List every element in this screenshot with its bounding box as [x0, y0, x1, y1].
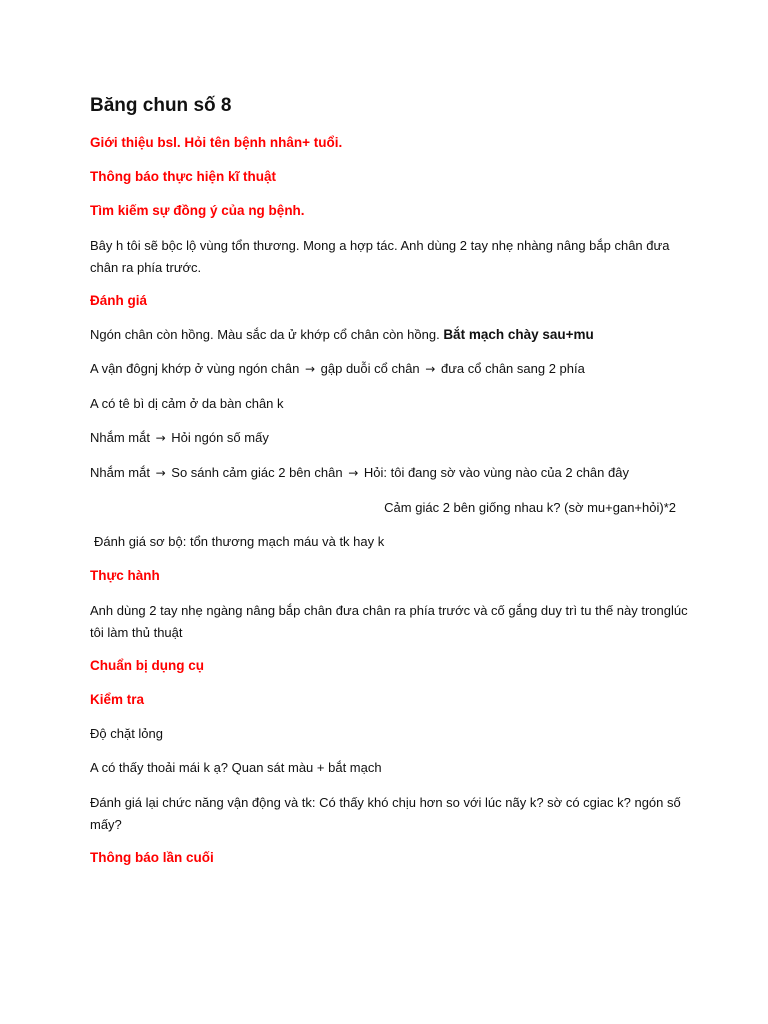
arrow-right-icon: → — [348, 466, 359, 480]
paragraph-numbness: A có tê bì dị cảm ở da bàn chân k — [90, 396, 284, 411]
heading-final: Thông báo lần cuối — [90, 850, 214, 865]
pulse-check-text: Bắt mạch chày sau+mu — [443, 327, 594, 342]
paragraph-toes — [90, 325, 690, 344]
paragraph-practice: Anh dùng 2 tay nhẹ ngàng nâng bắp chân đưa chân ra phía trước và cố gắng duy trì tu thế này tronglúc tôi làm thủ thuật — [90, 603, 688, 640]
ask-toe-number-text: Hỏi ngón số mấy — [171, 430, 269, 445]
paragraph-reassess: Đánh giá lại chức năng vận động và tk: Có thấy khó chịu hơn so với lúc nãy k? sờ có cgiac k? ngón số mấy? — [90, 795, 681, 832]
heading-check: Kiểm tra — [90, 692, 145, 707]
document-title: Băng chun số 8 — [90, 95, 232, 116]
arrow-right-icon: → — [155, 466, 166, 480]
heading-prepare: Chuẩn bị dụng cụ — [90, 658, 204, 673]
paragraph-tightness: Độ chặt lỏng — [90, 726, 163, 741]
paragraph-expose: Bây h tôi sẽ bộc lộ vùng tổn thương. Mong a hợp tác. Anh dùng 2 tay nhẹ nhàng nâng bắp chân đưa chân ra phía trước. — [90, 238, 670, 275]
close-eyes-text: Nhắm mắt — [90, 430, 150, 445]
paragraph-comfort: A có thấy thoải mái k ạ? Quan sát màu + bắt mạch — [90, 760, 382, 775]
paragraph-preliminary: Đánh giá sơ bộ: tổn thương mạch máu và tk hay k — [94, 534, 385, 549]
paragraph-close-eyes-2 — [90, 463, 690, 483]
arrow-right-icon: → — [155, 431, 166, 445]
compare-sensation-text: So sánh cảm giác 2 bên chân — [171, 465, 343, 480]
ask-area-text: Hỏi: tôi đang sờ vào vùng nào của 2 chân đây — [363, 465, 629, 480]
heading-practice: Thực hành — [90, 568, 160, 583]
paragraph-close-eyes-1 — [90, 428, 690, 448]
close-eyes-text: Nhắm mắt — [90, 465, 150, 480]
arrow-right-icon: → — [304, 362, 316, 376]
heading-assess: Đánh giá — [90, 293, 148, 308]
toes-text: Ngón chân còn hồng. Màu sắc da ử khớp cổ chân còn hồng. — [90, 327, 440, 342]
paragraph-movement — [90, 359, 690, 379]
movement-step-3: đưa cổ chân sang 2 phía — [440, 361, 585, 376]
paragraph-same-sensation: Cảm giác 2 bên giống nhau k? (sờ mu+gan+hỏi)*2 — [384, 500, 676, 515]
movement-step-1: A vận đôgnj khớp ở vùng ngón chân — [90, 361, 300, 376]
arrow-right-icon: → — [425, 362, 436, 376]
heading-notify: Thông báo thực hiện kĩ thuật — [90, 169, 277, 184]
heading-consent: Tìm kiếm sự đồng ý của ng bệnh. — [90, 203, 305, 218]
heading-intro: Giới thiệu bsl. Hỏi tên bệnh nhân+ tuổi. — [90, 135, 343, 150]
movement-step-2: gập duỗi cổ chân — [320, 361, 420, 376]
document-page — [90, 94, 690, 882]
